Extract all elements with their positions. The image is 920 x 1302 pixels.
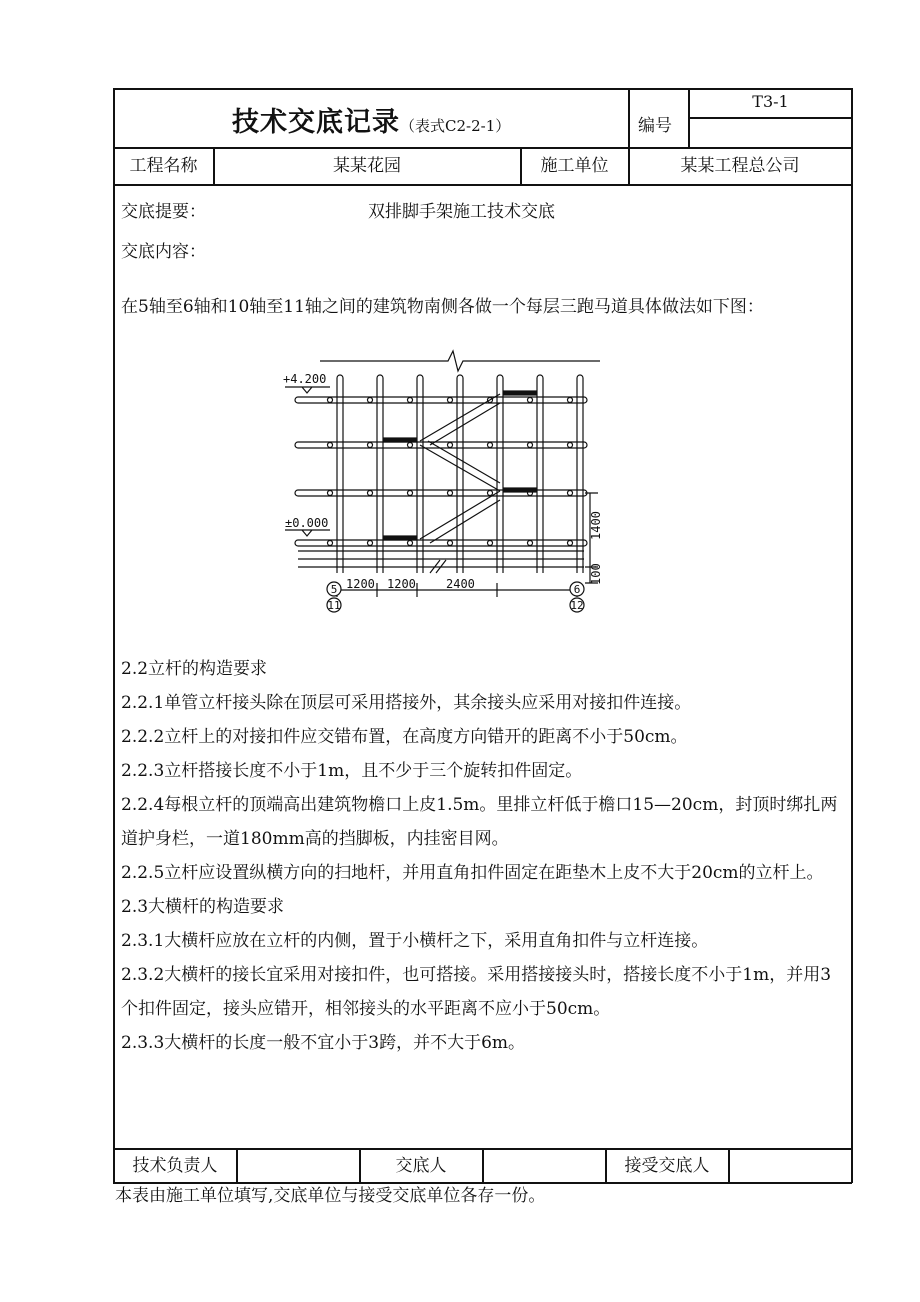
sweeper-lines (298, 551, 584, 567)
dim-label-1200a: 1200 (346, 577, 375, 591)
sign-vline-1 (236, 1148, 238, 1183)
project-name-value: 某某花园 (333, 156, 401, 176)
intro-text: 在5轴至6轴和10轴至11轴之间的建筑物南侧各做一个每层三跑马道具体做法如下图： (121, 297, 764, 317)
title-text: 技术交底记录 (232, 107, 400, 138)
elevation-marker-top (285, 387, 330, 393)
number-cell-divider (688, 117, 852, 119)
ramp-landing (504, 488, 536, 492)
axis-label: 6 (573, 583, 581, 596)
discloser-label: 交底人 (395, 1156, 447, 1176)
dim-label-1200b: 1200 (387, 577, 416, 591)
transom-circle (448, 541, 453, 546)
transom-circle (488, 443, 493, 448)
transom-circle (408, 491, 413, 496)
ramp-landing (384, 438, 416, 442)
transom-circle (448, 443, 453, 448)
dim-label-2400: 2400 (446, 577, 475, 591)
standing-pole (377, 375, 383, 573)
transom-circle (328, 541, 333, 546)
standing-pole (417, 375, 423, 573)
paragraph: 2.2.4每根立杆的顶端高出建筑物檐口上皮1.5m。里排立杆低于檐口15—20cm，封顶时绑扎两道护身栏，一道180mm高的挡脚板，内挂密目网。 (121, 795, 838, 849)
transom-circle (528, 398, 533, 403)
ramp-landing (504, 391, 536, 395)
transom-circle (488, 491, 493, 496)
info-row-divider (113, 184, 852, 186)
footnote: 本表由施工单位填写,交底单位与接受交底单位各存一份。 (115, 1186, 546, 1206)
transom-circle (368, 443, 373, 448)
form-code: （表式C2-2-1） (400, 117, 511, 135)
transom-circle (568, 398, 573, 403)
paragraph: 2.3大横杆的构造要求 (121, 897, 285, 917)
content-label: 交底内容： (121, 242, 206, 262)
summary-label: 交底提要： (121, 202, 206, 222)
paragraph: 2.3.3大横杆的长度一般不宜小于3跨，并不大于6m。 (121, 1033, 526, 1053)
transom-circle (568, 541, 573, 546)
transom-circle (328, 398, 333, 403)
transom-circle (368, 491, 373, 496)
transom-circle (448, 398, 453, 403)
standing-pole (537, 375, 543, 573)
ramp-diagonal (420, 394, 500, 543)
paragraph: 2.3.1大横杆应放在立杆的内侧，置于小横杆之下，采用直角扣件与立杆连接。 (121, 931, 709, 951)
ramp-landing (384, 536, 416, 540)
header-vline-1 (628, 88, 630, 148)
elevation-marker-bottom (285, 530, 330, 536)
top-break-line (320, 351, 600, 371)
number-label: 编号 (638, 116, 672, 136)
dim-label-100: 100 (589, 563, 603, 585)
transom-circle (408, 443, 413, 448)
scaffold-ramp-diagram (280, 345, 620, 625)
project-name-label: 工程名称 (129, 156, 198, 176)
transom-circle (448, 491, 453, 496)
contractor-label: 施工单位 (540, 156, 609, 176)
paragraph: 2.2.2立杆上的对接扣件应交错布置，在高度方向错开的距离不小于50cm。 (121, 727, 688, 747)
specification-paragraphs (121, 652, 847, 1060)
transom-circle (368, 541, 373, 546)
transom-circle (368, 398, 373, 403)
paragraph: 2.2立杆的构造要求 (121, 659, 268, 679)
sign-vline-3 (482, 1148, 484, 1183)
sign-vline-5 (728, 1148, 730, 1183)
transom-circle (408, 398, 413, 403)
dim-label-1400: 1400 (589, 511, 603, 540)
summary-value: 双排脚手架施工技术交底 (368, 202, 555, 222)
paragraph: 2.2.3立杆搭接长度不小于1m，且不少于三个旋转扣件固定。 (121, 761, 583, 781)
standing-pole (457, 375, 463, 573)
transom-circle (568, 443, 573, 448)
tech-lead-label: 技术负责人 (132, 1156, 218, 1176)
contractor-value: 某某工程总公司 (680, 156, 800, 176)
standing-pole (337, 375, 343, 573)
table-border-top (113, 88, 852, 90)
paragraph: 2.2.5立杆应设置纵横方向的扫地杆，并用直角扣件固定在距垫木上皮不大于20cm的立杆上。 (121, 863, 824, 883)
transom-circle (528, 541, 533, 546)
elevation-label-top: +4.200 (283, 372, 327, 386)
transom-circle (328, 491, 333, 496)
number-value: T3-1 (752, 92, 789, 111)
transom-circle (408, 541, 413, 546)
header-divider (113, 147, 852, 149)
document-title (232, 100, 510, 139)
standing-pole (577, 375, 583, 573)
paragraph: 2.3.2大横杆的接长宜采用对接扣件，也可搭接。采用搭接接头时，搭接长度不小于1m，并用3个扣件固定，接头应错开，相邻接头的水平距离不应小于50cm。 (121, 965, 832, 1019)
transom-circle (568, 491, 573, 496)
transom-circle (528, 443, 533, 448)
axis-label: 5 (330, 583, 338, 596)
table-border-left (113, 88, 115, 1183)
paragraph: 2.2.1单管立杆接头除在顶层可采用搭接外，其余接头应采用对接扣件连接。 (121, 693, 692, 713)
transom-circle (488, 541, 493, 546)
transom-circle (328, 443, 333, 448)
receiver-label: 接受交底人 (624, 1156, 710, 1176)
elevation-label-bottom: ±0.000 (285, 516, 329, 530)
axis-label: 12 (570, 599, 584, 612)
table-border-right (851, 88, 853, 1183)
axis-label: 11 (327, 599, 341, 612)
